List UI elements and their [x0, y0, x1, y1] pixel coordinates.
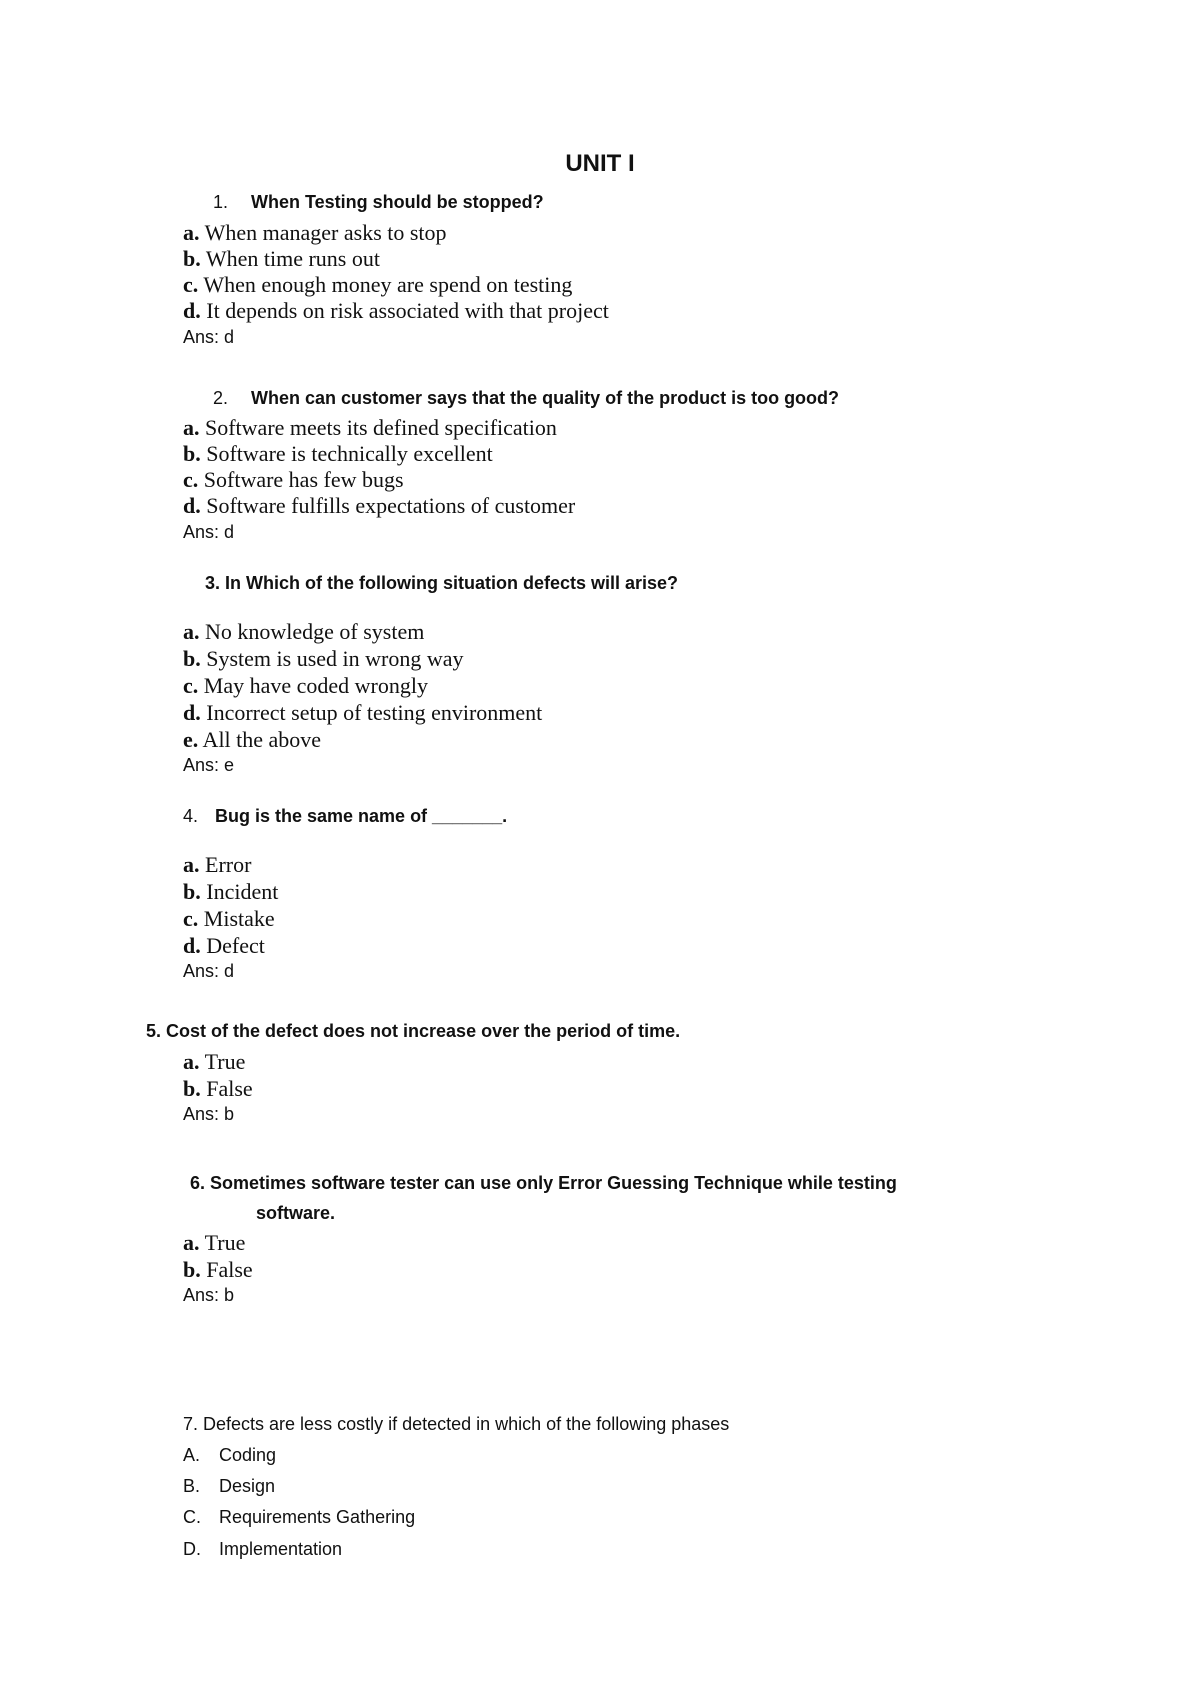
option-letter: a. — [183, 1230, 200, 1255]
option-letter: b. — [183, 441, 201, 466]
option-text: When time runs out — [200, 246, 380, 271]
page-title: UNIT I — [565, 150, 635, 177]
option-letter: C. — [183, 1507, 201, 1527]
option — [183, 441, 493, 467]
option-letter: a. — [183, 619, 200, 644]
option-text: System is used in wrong way — [200, 646, 464, 671]
answer-6: Ans: b — [183, 1285, 235, 1305]
option — [183, 619, 424, 645]
option-letter: c. — [183, 906, 199, 931]
option-letter: d. — [183, 700, 201, 725]
question-text: 3. In Which of the following situation defects will arise? — [205, 573, 679, 593]
option-letter: d. — [183, 298, 201, 323]
option — [183, 700, 542, 726]
option-letter: b. — [183, 879, 201, 904]
option-letter: c. — [183, 272, 199, 297]
answer-1: Ans: d — [183, 327, 235, 347]
option-text: Software fulfills expectations of customer — [200, 493, 576, 518]
option — [183, 1507, 415, 1528]
option-text: Requirements Gathering — [219, 1507, 416, 1527]
question-text: Bug is the same name of _______. — [215, 806, 508, 826]
option-text: When manager asks to stop — [199, 220, 447, 245]
question-7: 7. Defects are less costly if detected in which of the following phases — [183, 1414, 730, 1434]
option — [183, 246, 380, 272]
question-6 — [190, 1173, 897, 1194]
option — [183, 467, 404, 493]
answer-4: Ans: d — [183, 961, 235, 981]
option — [183, 272, 572, 298]
option-text: It depends on risk associated with that project — [200, 298, 609, 323]
option-letter: b. — [183, 646, 201, 671]
question-3 — [205, 573, 678, 594]
option-text: May have coded wrongly — [198, 673, 428, 698]
option-text: Incorrect setup of testing environment — [200, 700, 543, 725]
option-text: False — [200, 1076, 253, 1101]
option — [183, 879, 278, 905]
question-text-line-2: software. — [256, 1203, 336, 1223]
option-letter: c. — [183, 467, 199, 492]
option-letter: D. — [183, 1539, 201, 1559]
option-text: True — [199, 1230, 246, 1255]
option-text: Coding — [219, 1445, 277, 1465]
option — [183, 906, 275, 932]
option — [183, 1076, 253, 1102]
option-letter: B. — [183, 1476, 201, 1496]
question-number: 1. — [213, 192, 229, 212]
option — [183, 673, 428, 699]
answer-2: Ans: d — [183, 522, 235, 542]
option — [183, 1445, 276, 1466]
option-text: Implementation — [219, 1539, 343, 1559]
option-letter: a. — [183, 852, 200, 877]
option — [183, 220, 447, 246]
option — [183, 727, 321, 753]
option-text: Software is technically excellent — [200, 441, 493, 466]
option-letter: d. — [183, 493, 201, 518]
option-letter: c. — [183, 673, 199, 698]
question-number: 4. — [183, 806, 199, 826]
question-4 — [183, 806, 507, 827]
option — [183, 1476, 275, 1497]
option-letter: a. — [183, 415, 200, 440]
option-letter: b. — [183, 1076, 201, 1101]
question-2 — [213, 388, 839, 409]
option-text: Error — [199, 852, 252, 877]
option — [183, 493, 575, 519]
option-text: Software meets its defined specification — [199, 415, 557, 440]
option-letter: b. — [183, 1257, 201, 1282]
question-number: 2. — [213, 388, 229, 408]
question-1 — [213, 192, 544, 213]
option — [183, 298, 609, 324]
answer-3: Ans: e — [183, 755, 235, 775]
option — [183, 646, 464, 672]
option-text: Defect — [200, 933, 265, 958]
option-letter: a. — [183, 220, 200, 245]
option-text: True — [199, 1049, 246, 1074]
option — [183, 933, 265, 959]
option — [183, 1257, 253, 1283]
option — [183, 415, 557, 441]
option-text: No knowledge of system — [199, 619, 425, 644]
option-text: When enough money are spend on testing — [198, 272, 573, 297]
option — [183, 852, 251, 878]
question-6-continued — [256, 1203, 335, 1224]
question-5 — [146, 1021, 680, 1042]
option-letter: d. — [183, 933, 201, 958]
option-letter: a. — [183, 1049, 200, 1074]
question-text-line-1: 6. Sometimes software tester can use only Error Guessing Technique while testing — [190, 1173, 897, 1193]
question-text: 5. Cost of the defect does not increase over the period of time. — [146, 1021, 681, 1041]
option-text: False — [200, 1257, 253, 1282]
question-text: When Testing should be stopped? — [251, 192, 544, 212]
option-letter: e. — [183, 727, 199, 752]
option — [183, 1049, 245, 1075]
option-text: Software has few bugs — [198, 467, 404, 492]
option — [183, 1539, 342, 1560]
option-letter: b. — [183, 246, 201, 271]
option-letter: A. — [183, 1445, 201, 1465]
question-text: When can customer says that the quality of the product is too good? — [251, 388, 840, 408]
option-text: Mistake — [198, 906, 275, 931]
option-text: Design — [219, 1476, 276, 1496]
option-text: All the above — [198, 727, 322, 752]
option-text: Incident — [200, 879, 279, 904]
answer-5: Ans: b — [183, 1104, 235, 1124]
option — [183, 1230, 245, 1256]
